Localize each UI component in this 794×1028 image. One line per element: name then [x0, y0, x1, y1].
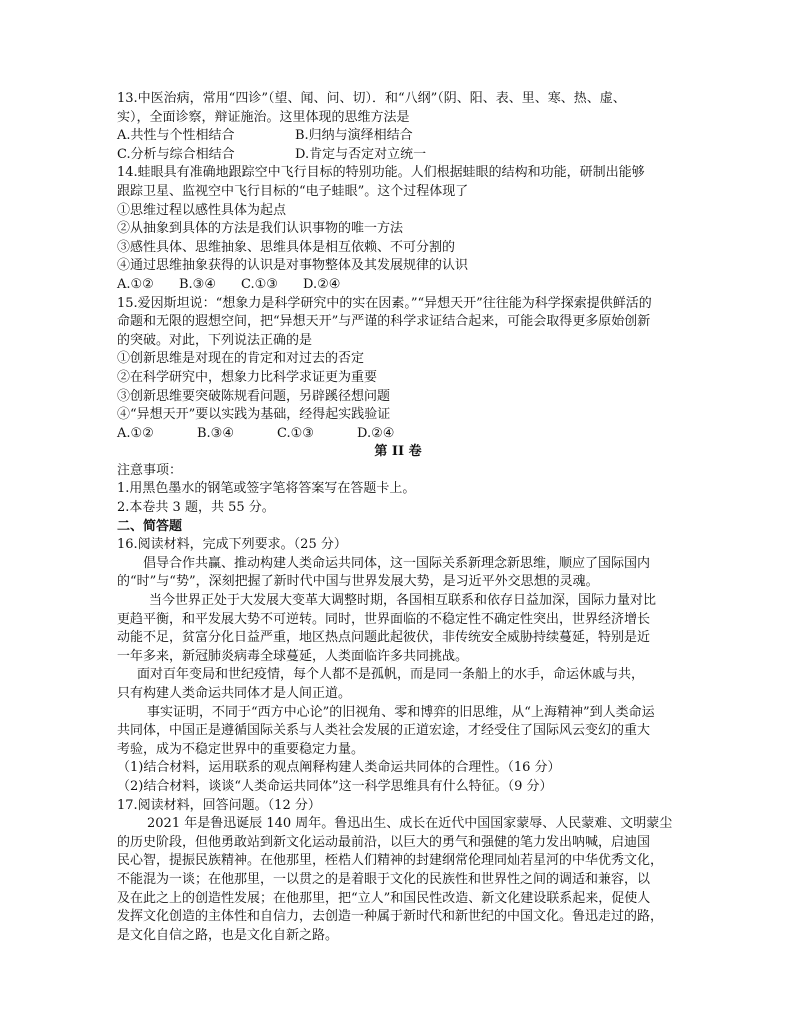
q16-sub-question-2: （2)结合材料，谈谈“人类命运共同体”这一科学思维具有什么特征。（9 分）	[117, 778, 553, 794]
q14-stem-line-1: 14.蛙眼具有准确地跟踪空中飞行目标的特别功能。人们根据蛙眼的结构和功能，研制出能够	[117, 165, 645, 181]
q14-option-b[interactable]: B.③④	[179, 276, 216, 292]
q14-statement-3: ③感性具体、思维抽象、思维具体是相互依赖、不可分割的	[117, 239, 456, 255]
q16-p4-line-1: 事实证明，不同于“西方中心论”的旧视角、零和博弈的旧思维，从“上海精神”到人类命运	[147, 704, 655, 720]
q14-statement-1: ①思维过程以感性具体为起点	[117, 202, 287, 218]
q13-option-c[interactable]: C.分析与综合相结合	[117, 146, 235, 162]
q13-stem-line-1: 13.中医治病，常用“四诊”（望、闻、问、切）．和“八纲”（阴、阳、表、里、寒、热、虚、	[117, 91, 626, 106]
q13-stem-line-2: 实），全面诊察，辩证施治。这里体现的思维方法是	[117, 109, 410, 125]
q14-statement-2: ②从抽象到具体的方法是我们认识事物的唯一方法	[117, 221, 404, 237]
q13-options-row-2	[117, 146, 679, 165]
q15-statement-1: ①创新思维是对现在的肯定和对过去的否定	[117, 351, 365, 367]
q17-p1-line-7: 是文化自信之路，也是文化自新之路。	[117, 927, 339, 943]
q17-p1-line-4: 不能混为一谈；在他那里，一以贯之的是着眼于文化的民族性和世界性之间的调适和兼容，以	[117, 871, 651, 887]
q16-p4-line-2: 共同体，中国正是遵循国际关系与人类社会发展的正道宏途，才经受住了国际风云变幻的重大	[117, 723, 651, 739]
q17-p1-line-6: 发挥文化创造的主体性和自信力，去创造一种属于新时代和新世纪的中国文化。鲁迅走过的路，	[117, 909, 664, 925]
q13-option-b[interactable]: B.归纳与演绎相结合	[295, 128, 413, 144]
q16-p2-line-4: 一年多来，新冠肺炎病毒全球蔓延，人类面临许多共同挑战。	[117, 648, 469, 664]
q15-option-c[interactable]: C.①③	[277, 425, 314, 441]
q14-stem-line-2: 跟踪卫星、监视空中飞行目标的“电子蛙眼”。这个过程体现了	[117, 183, 469, 199]
q15-statement-3: ③创新思维要突破陈规看问题，另辟蹊径想问题	[117, 388, 391, 404]
q15-options	[117, 425, 679, 444]
q13-options-row-1	[117, 127, 679, 146]
q15-statement-4: ④“异想天开”要以实践为基础，经得起实践验证	[117, 407, 391, 423]
q14-statement-4: ④通过思维抽象获得的认识是对事物整体及其发展规律的认识	[117, 258, 469, 274]
q14-option-a[interactable]: A.①②	[117, 276, 154, 292]
q13-option-d[interactable]: D.肯定与否定对立统一	[295, 146, 427, 162]
q16-p1-line-1: 倡导合作共赢、推动构建人类命运共同体，这一国际关系新理念新思维，顺应了国际国内	[143, 555, 651, 571]
q16-p2-line-1: 当今世界正处于大发展大变革大调整时期，各国相互联系和依存日益加深，国际力量对比	[149, 593, 657, 609]
q15-stem-line-2: 命题和无限的遐想空间，把“异想天开”与严谨的科学求证结合起来，可能会取得更多原始创新	[117, 314, 651, 330]
section-title: 二、简答题	[117, 518, 183, 534]
exam-page	[117, 90, 679, 945]
notice-title: 注意事项：	[117, 462, 183, 478]
q14-option-d[interactable]: D.②④	[303, 276, 341, 292]
q14-option-c[interactable]: C.①③	[241, 276, 278, 292]
q16-heading: 16.阅读材料，完成下列要求。（25 分）	[117, 537, 347, 553]
q17-p1-line-2: 的历史阶段，但他勇敢站到新文化运动最前沿，以巨大的勇气和强健的笔力发出呐喊，启迪国	[117, 834, 651, 850]
q15-option-d[interactable]: D.②④	[357, 425, 395, 441]
q15-stem-line-3: 的突破。对此，下列说法正确的是	[117, 332, 313, 348]
q15-option-a[interactable]: A.①②	[117, 425, 154, 441]
q14-options	[117, 276, 679, 295]
q17-p1-line-5: 及在此之上的创造性发展；在他那里，把“立人”和国民性改造、新文化建设联系起来，促使人	[117, 890, 651, 906]
q17-p1-line-1: 2021 年是鲁迅诞辰 140 周年。鲁迅出生、成长在近代中国国家蒙辱、人民蒙难、文明蒙尘	[147, 816, 673, 832]
notice-2: 2.本卷共 3 题，共 55 分。	[117, 500, 275, 516]
q13-option-a[interactable]: A.共性与个性相结合	[117, 128, 235, 144]
q16-p4-line-3: 考验，成为不稳定世界中的重要稳定力量。	[117, 741, 365, 757]
q16-p3-line-1: 面对百年变局和世纪疫情，每个人都不是孤帆，而是同一条船上的水手，命运休戚与共，	[137, 667, 645, 683]
q16-p1-line-2: 的“时”与“势”，深刻把握了新时代中国与世界发展大势，是习近平外交思想的灵魂。	[117, 574, 599, 590]
q16-sub-question-1: （1)结合材料，运用联系的观点阐释构建人类命运共同体的合理性。（16 分）	[117, 760, 561, 776]
part-2-title: 第 II 卷	[374, 444, 422, 460]
q16-p3-line-2: 只有构建人类命运共同体才是人间正道。	[117, 686, 352, 701]
q15-stem-line-1: 15.爱因斯坦说：“想象力是科学研究中的实在因素。”“异想天开”往往能为科学探索提供鲜活的	[117, 295, 652, 311]
q15-option-b[interactable]: B.③④	[197, 425, 234, 441]
notice-1: 1.用黑色墨水的钢笔或签字笔将答案写在答题卡上。	[117, 481, 416, 497]
q16-p2-line-2: 更趋平衡，和平发展大势不可逆转。同时，世界面临的不稳定性不确定性突出，世界经济增长	[117, 611, 651, 627]
q15-statement-2: ②在科学研究中，想象力比科学求证更为重要	[117, 369, 378, 385]
q17-heading: 17.阅读材料，回答问题。（12 分）	[117, 797, 321, 813]
q16-p2-line-3: 动能不足，贫富分化日益严重，地区热点问题此起彼伏，非传统安全威胁持续蔓延，特别是近	[117, 630, 651, 646]
q17-p1-line-3: 民心智，提振民族精神。在他那里，桎梏人们精神的封建纲常伦理同灿若星河的中华优秀文化，	[117, 853, 664, 869]
